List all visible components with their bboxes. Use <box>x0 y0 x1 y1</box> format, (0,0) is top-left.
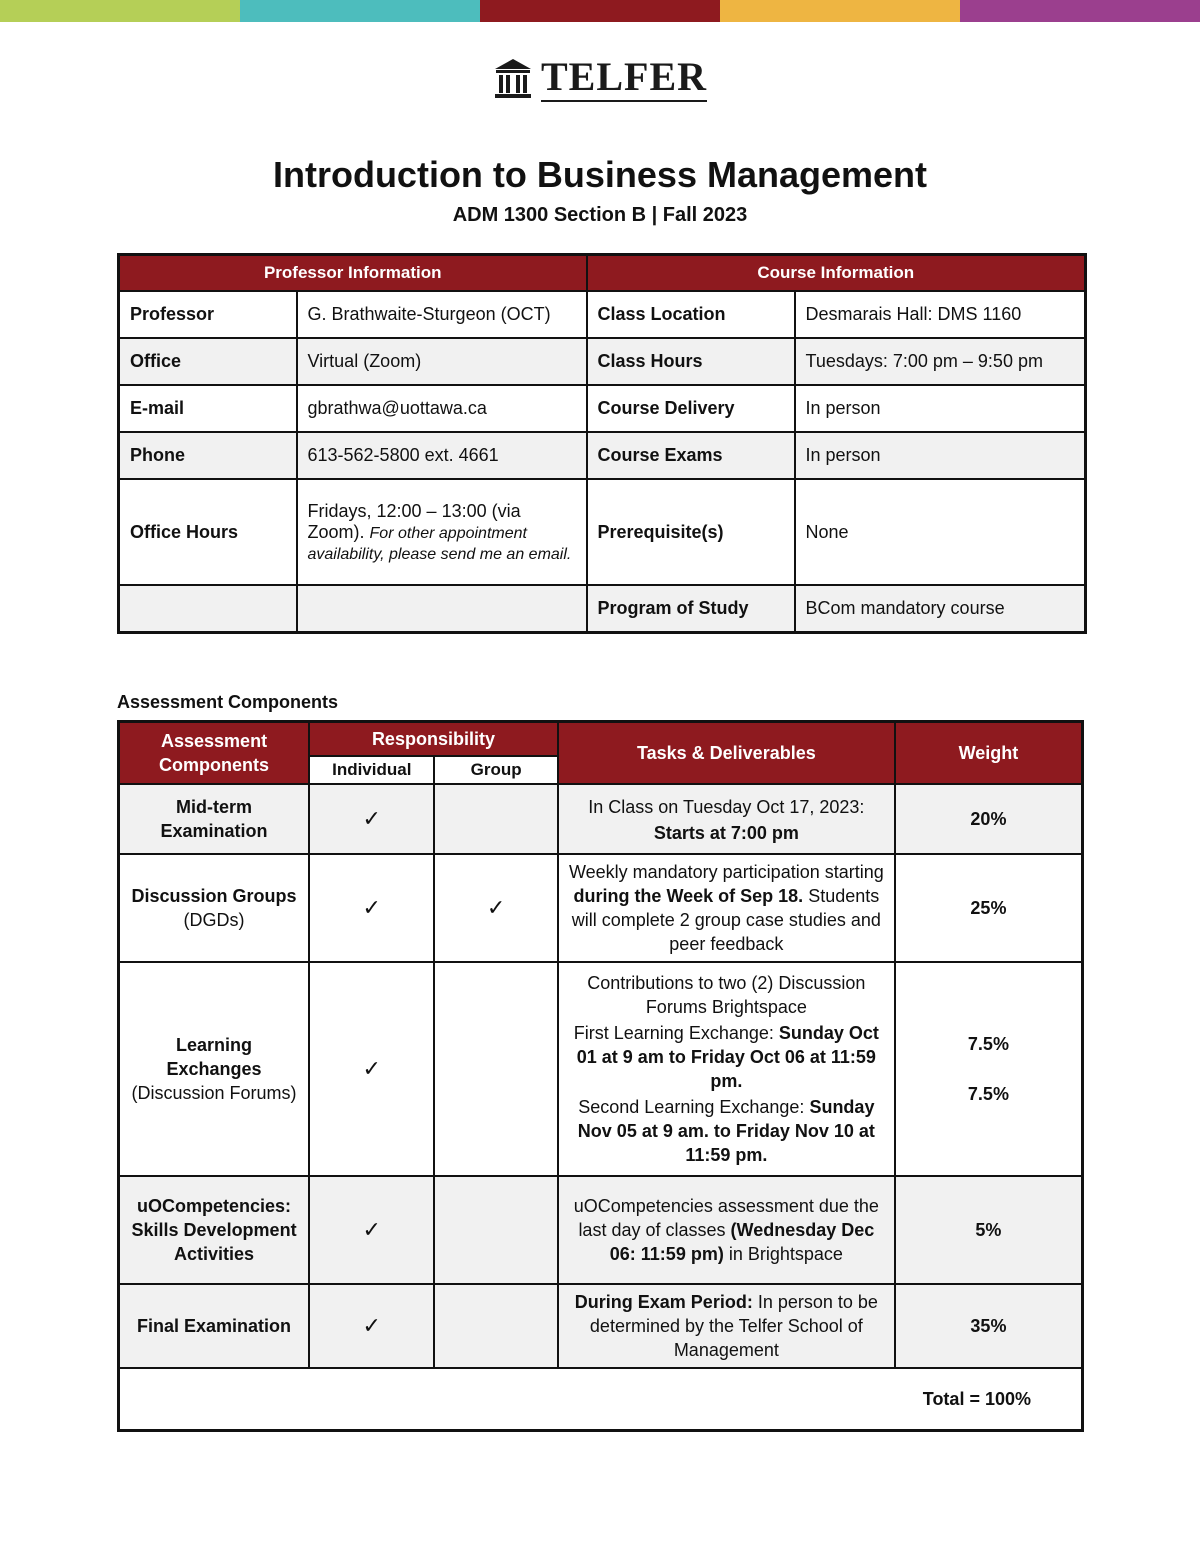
info-label: Office <box>119 338 297 385</box>
table-row <box>119 385 1086 432</box>
table-row <box>119 784 1083 854</box>
table-row <box>119 854 1083 962</box>
group-header: Group <box>434 756 557 784</box>
info-label: Course Exams <box>587 432 795 479</box>
component-name: Final Examination <box>119 1284 310 1368</box>
logo-text: TELFER <box>541 56 707 102</box>
group-check-icon: ✓ <box>434 854 557 962</box>
info-value: Desmarais Hall: DMS 1160 <box>795 291 1086 338</box>
individual-header: Individual <box>309 756 434 784</box>
component-name <box>119 962 310 1176</box>
info-value: Tuesdays: 7:00 pm – 9:50 pm <box>795 338 1086 385</box>
table-row <box>119 1176 1083 1284</box>
info-value: G. Brathwaite-Sturgeon (OCT) <box>297 291 587 338</box>
weight-value: 35% <box>895 1284 1083 1368</box>
stripe-teal <box>240 0 480 22</box>
info-value: 613-562-5800 ext. 4661 <box>297 432 587 479</box>
group-empty-cell <box>434 784 557 854</box>
telfer-logo <box>0 56 1200 102</box>
individual-check-icon: ✓ <box>309 1284 434 1368</box>
task-bold: during the Week of Sep 18. <box>573 886 804 906</box>
stripe-gold <box>720 0 960 22</box>
info-value: In person <box>795 432 1086 479</box>
task-cell <box>558 784 895 854</box>
info-empty-cell <box>297 585 587 633</box>
total-row <box>119 1368 1083 1431</box>
task-text: Second Learning Exchange: <box>578 1097 805 1117</box>
responsibility-header: Responsibility <box>309 722 558 757</box>
office-hours-text: Fridays, 12:00 – 13:00 (via Zoom). <box>307 500 521 542</box>
info-empty-cell <box>119 585 297 633</box>
task-exchange-2 <box>567 1095 886 1167</box>
group-empty-cell <box>434 962 557 1176</box>
table-row <box>119 962 1083 1176</box>
page-title: Introduction to Business Management <box>272 154 928 195</box>
assessment-heading: Assessment Components <box>117 692 339 712</box>
weight-value: 20% <box>895 784 1083 854</box>
task-bold: Sunday Oct 01 at 9 am to Friday Oct 06 at 11:59 pm. <box>576 1023 879 1091</box>
component-name: uOCompetencies: Skills Development Activities <box>119 1176 310 1284</box>
task-text: In person to be determined by the Telfer School of Management <box>589 1292 878 1360</box>
office-hours-value <box>297 479 587 585</box>
task-bold: Starts at 7:00 pm <box>653 823 799 843</box>
stripe-red <box>480 0 720 22</box>
table-row <box>119 1284 1083 1368</box>
info-value: BCom mandatory course <box>795 585 1086 633</box>
weight-value: 5% <box>895 1176 1083 1284</box>
individual-check-icon: ✓ <box>309 1176 434 1284</box>
task-text: in Brightspace <box>728 1244 843 1264</box>
weight-value: 7.5% <box>967 1084 1009 1104</box>
course-info-header: Course Information <box>587 255 1086 292</box>
table-row <box>119 432 1086 479</box>
task-exchange-1 <box>567 1021 886 1093</box>
component-title: Discussion Groups <box>131 886 297 906</box>
task-bold: (Wednesday Dec 06: 11:59 pm) <box>609 1220 875 1264</box>
info-label: Class Location <box>587 291 795 338</box>
individual-check-icon: ✓ <box>309 854 434 962</box>
task-text: First Learning Exchange: <box>573 1023 774 1043</box>
weight-value: 25% <box>895 854 1083 962</box>
stripe-purple <box>960 0 1200 22</box>
components-header: Assessment Components <box>119 722 310 785</box>
task-bold: During Exam Period: <box>574 1292 753 1312</box>
task-bold: Sunday Nov 05 at 9 am. to Friday Nov 10 at 11:59 pm. <box>577 1097 875 1165</box>
info-label: Phone <box>119 432 297 479</box>
tasks-header: Tasks & Deliverables <box>558 722 895 785</box>
group-empty-cell <box>434 1284 557 1368</box>
table-row <box>119 338 1086 385</box>
info-value: Virtual (Zoom) <box>297 338 587 385</box>
building-columns-icon <box>493 57 533 101</box>
info-label: Office Hours <box>119 479 297 585</box>
info-label: Professor <box>119 291 297 338</box>
info-label: Prerequisite(s) <box>587 479 795 585</box>
task-text: Contributions to two (2) Discussion Forums Brightspace <box>587 973 866 1017</box>
task-cell <box>558 854 895 962</box>
info-value: In person <box>795 385 1086 432</box>
info-label: Course Delivery <box>587 385 795 432</box>
office-hours-note: For other appointment availability, please send me an email. <box>307 524 572 563</box>
component-note: (DGDs) <box>183 910 245 930</box>
task-text: Weekly mandatory participation starting <box>568 862 884 882</box>
weight-cell <box>895 962 1083 1176</box>
table-row <box>119 291 1086 338</box>
info-label: Program of Study <box>587 585 795 633</box>
info-table <box>117 253 1087 634</box>
stripe-green <box>0 0 240 22</box>
table-row <box>119 585 1086 633</box>
table-row <box>119 479 1086 585</box>
info-value: None <box>795 479 1086 585</box>
weight-value: 7.5% <box>967 1034 1009 1054</box>
total-value: Total = 100% <box>119 1368 1083 1431</box>
group-empty-cell <box>434 1176 557 1284</box>
individual-check-icon: ✓ <box>309 962 434 1176</box>
task-cell <box>558 962 895 1176</box>
assessment-table <box>117 720 1084 1432</box>
info-label: E-mail <box>119 385 297 432</box>
component-name: Mid-term Examination <box>119 784 310 854</box>
component-note: (Discussion Forums) <box>131 1083 297 1103</box>
task-cell <box>558 1176 895 1284</box>
email-link[interactable]: gbrathwa@uottawa.ca <box>297 385 587 432</box>
professor-info-header: Professor Information <box>119 255 587 292</box>
page-subtitle: ADM 1300 Section B | Fall 2023 <box>452 204 748 226</box>
weight-header: Weight <box>895 722 1083 785</box>
task-text: Students will complete 2 group case studies and peer feedback <box>571 886 881 954</box>
color-stripe-bar <box>0 0 1200 22</box>
component-title: Learning Exchanges <box>166 1035 262 1079</box>
task-cell <box>558 1284 895 1368</box>
info-label: Class Hours <box>587 338 795 385</box>
individual-check-icon: ✓ <box>309 784 434 854</box>
task-text: uOCompetencies assessment due the last day of classes <box>573 1196 879 1240</box>
component-name <box>119 854 310 962</box>
task-text: In Class on Tuesday Oct 17, 2023: <box>588 797 865 817</box>
